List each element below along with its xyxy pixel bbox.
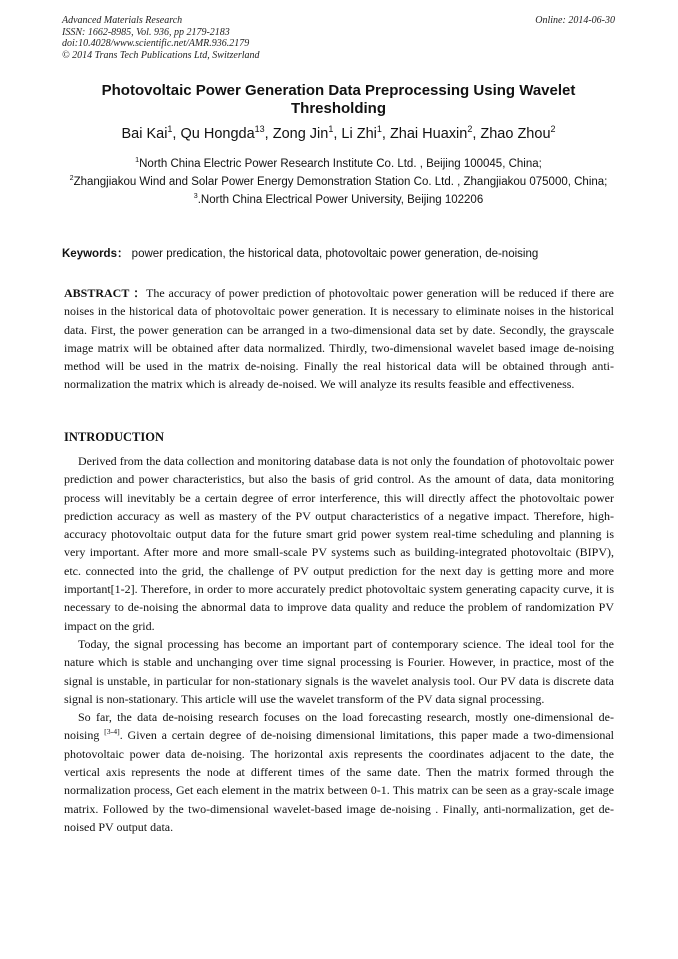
author-affiliation-mark: 1 [376,124,382,135]
keywords-text: power predication, the historical data, photovoltaic power generation, de-noising [131,248,539,260]
journal-doi: doi:10.4028/www.scientific.net/AMR.936.2179 [62,38,250,49]
author-affiliation-mark: 2 [550,124,556,135]
abstract [64,284,614,394]
journal-issn: ISSN: 1662-8985, Vol. 936, pp 2179-2183 [62,26,230,38]
author-name: Qu Hongda [180,126,255,142]
paragraph [64,708,614,836]
author-affiliation-mark: 1 [167,124,173,135]
citation: [3-4] [104,727,120,737]
author-affiliation-mark: 13 [254,124,265,135]
paragraph-text: . Given a certain degree of de-noising dimensional limitations, this paper made a two-dimensional photovoltaic power data de-noising. The horizontal axis represents the coordinates adjacent to the date, the vertical axis represents the node at different times of the same date. Then the matrix formed through the normalization process, Get each element in the matrix between 0-1. This matrix can be seen as a gray-scale image matrix. Followed by the two-dimensional wavelet-based image de-noising . Finally, anti-normalization, get de-noised PV output data. [64,728,614,834]
author-name: Zhao Zhou [480,126,551,142]
introduction-body [64,452,614,836]
author-name: Zhai Huaxin [389,126,468,142]
keywords-label: Keywords [62,248,117,260]
affiliation-text: .North China Electrical Power University, Beijing 102206 [197,194,484,206]
paper-title: Photovoltaic Power Generation Data Preprocessing Using Wavelet Thresholding [101,82,576,117]
section-heading-introduction: INTRODUCTION [64,430,165,444]
author-list: Bai Kai$^1$, Qu Hongda$^{13}$, Zong Jin$^1$, Li Zhi$^1$, Zhai Huaxin$^2$, Zhao Zhou$^2$ [121,124,556,142]
affiliation-text: North China Electric Power Research Institute Co. Ltd. , Beijing 100045, China; [139,158,542,170]
journal-name: Advanced Materials Research [62,15,183,26]
journal-copyright: © 2014 Trans Tech Publications Ltd, Switzerland [62,49,260,61]
abstract-text: The accuracy of power prediction of photovoltaic power generation will be reduced if there are noises in the historical data of photovoltaic power generation. It is necessary to eliminate noises in the historical data. First, the power generation can be arranged in a two-dimensional data set by date. Secondly, the grayscale image matrix will be obtained after data normalized. Thirdly, two-dimensional wavelet based image de-noising method will be used in the matrix de-noising. Finally the real historical data will be obtained through anti-normalization the matrix which is already de-noised. We will analyze its results feasible and effectiveness. [64,286,614,392]
affiliation-2 [62,173,615,191]
abstract-label: ABSTRACT [64,286,130,300]
author-affiliation-mark: 2 [467,124,473,135]
online-date: Online: 2014-06-30 [535,15,615,26]
author-name: Zong Jin [272,126,329,142]
affiliation-number: 3 [193,192,198,201]
affiliation-3 [62,191,615,209]
author-name: Bai Kai [121,126,168,142]
affiliation-number: 1 [135,156,140,165]
affiliation-number: 2 [69,174,74,183]
paragraph: Today, the signal processing has become an important part of contemporary science. The ideal tool for the nature which is stable and unchanging over time signal processing is Fourier. However, in practice, most of the signal is unstable, in particular for non-stationary signals is the wavelet analysis tool. Our PV data is discrete data signal is non-stationary. This article will use the wavelet transform of the PV data signal processing. [64,636,614,706]
affiliation-1 [62,155,615,173]
paragraph-text: So far, the data de-noising research focuses on the load forecasting research, mostly one-dimensional de-noising [64,710,614,743]
author-name: Li Zhi [341,126,377,142]
affiliation-list [62,155,615,209]
paragraph: Derived from the data collection and monitoring database data is not only the foundation of photovoltaic power prediction and power characteristics, but also the basis of grid control. As the amount of data, data monitoring process will inevitably be a certain degree of error interference, this will directly affect the photovoltaic power prediction accuracy as well as mastery of the PV output characteristics of a negative impact. Therefore, high-accuracy photovoltaic output data for the future smart grid power system real-time scheduling and planning is very important. After more and more small-scale PV systems such as building-integrated photovoltaic (BIPV), etc. connected into the grid, the challenge of PV output prediction for the next day is getting more and more important[1-2]. Therefore, in order to more accurately predict photovoltaic system generating capacity curve, it is necessary to de-noising the abnormal data to improve data quality and reduce the problem of randomization PV impact on the grid. [64,454,614,633]
affiliation-text: Zhangjiakou Wind and Solar Power Energy Demonstration Station Co. Ltd. , Zhangjiakou 075000, China; [73,176,608,188]
journal-header [62,15,615,61]
author-affiliation-mark: 1 [328,124,334,135]
abstract-separator: ： [133,286,147,300]
keywords [62,246,615,262]
keywords-separator: ： [116,248,129,260]
